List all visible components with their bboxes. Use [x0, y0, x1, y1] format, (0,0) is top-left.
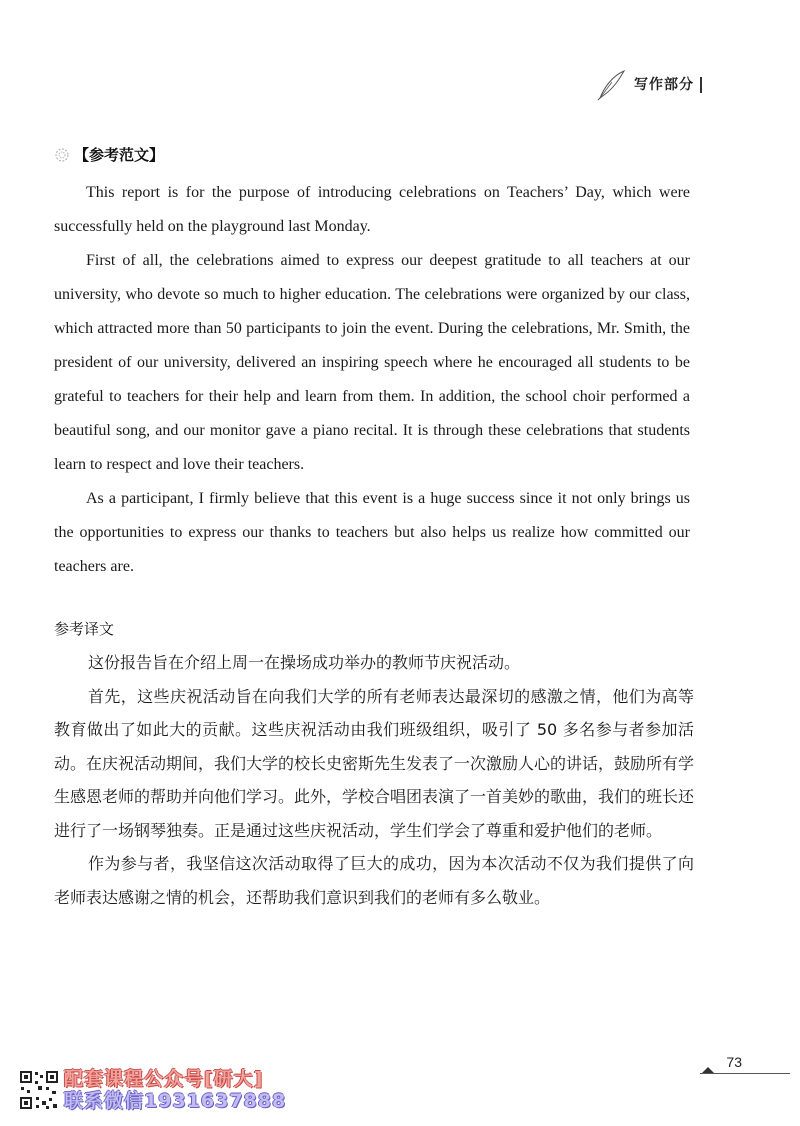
section-label: 写作部分: [634, 77, 702, 93]
watermark: [18, 1068, 286, 1112]
watermark-line-1: 配套课程公众号[研大]: [64, 1068, 264, 1090]
footer-rule: [700, 1073, 790, 1074]
quill-icon: [594, 68, 628, 102]
qr-code-icon: [18, 1069, 60, 1111]
sample-heading: [54, 144, 164, 165]
sample-title: 【参考范文】: [74, 146, 165, 164]
sample-essay: [54, 176, 690, 584]
page-number: 73: [726, 1054, 742, 1070]
page-header: [594, 68, 702, 102]
essay-paragraph-1: This report is for the purpose of introducing celebrations on Teachers’ Day, which were successfully held on the playground last Monday.: [54, 184, 690, 235]
translation-paragraph-2: 首先，这些庆祝活动旨在向我们大学的所有老师表达最深切的感激之情，他们为高等教育做出了如此大的贡献。这些庆祝活动由我们班级组织，吸引了 50 多名参与者参加活动。在庆祝活动期间，我们大学的校长史密斯先生发表了一次激励人心的讲话，鼓励所有学生感恩老师的帮助并向他们学习。此外，学校合唱团表演了一首美妙的歌曲，我们的班长还进行了一场钢琴独奏。正是通过这些庆祝活动，学生们学会了尊重和爱护他们的老师。: [54, 686, 695, 840]
essay-paragraph-2: First of all, the celebrations aimed to express our deepest gratitude to all teachers at our university, who devote so much to higher education. The celebrations were organized by our class, which attracted more than 50 participants to join the event. During the celebrations, Mr. Smith, the president of our university, delivered an inspiring speech where he encouraged all students to be grateful to teachers for their help and learn from them. In addition, the school choir performed a beautiful song, and our monitor gave a piano recital. It is through these celebrations that students learn to respect and love their teachers.: [54, 252, 690, 473]
translation-paragraph-1: 这份报告旨在介绍上周一在操场成功举办的教师节庆祝活动。: [88, 653, 521, 672]
essay-paragraph-3: As a participant, I firmly believe that this event is a huge success since it not only brings us the opportunities to express our thanks to teachers but also helps us realize how committed our teachers are.: [54, 490, 690, 575]
translation-title: 参考译文: [54, 620, 115, 638]
watermark-line-2: 联系微信1931637888: [64, 1090, 287, 1112]
translation-paragraph-3: 作为参与者，我坚信这次活动取得了巨大的成功，因为本次活动不仅为我们提供了向老师表达感谢之情的机会，还帮助我们意识到我们的老师有多么敬业。: [54, 854, 694, 907]
swirl-icon: [54, 147, 70, 163]
translation-body: [54, 646, 694, 914]
